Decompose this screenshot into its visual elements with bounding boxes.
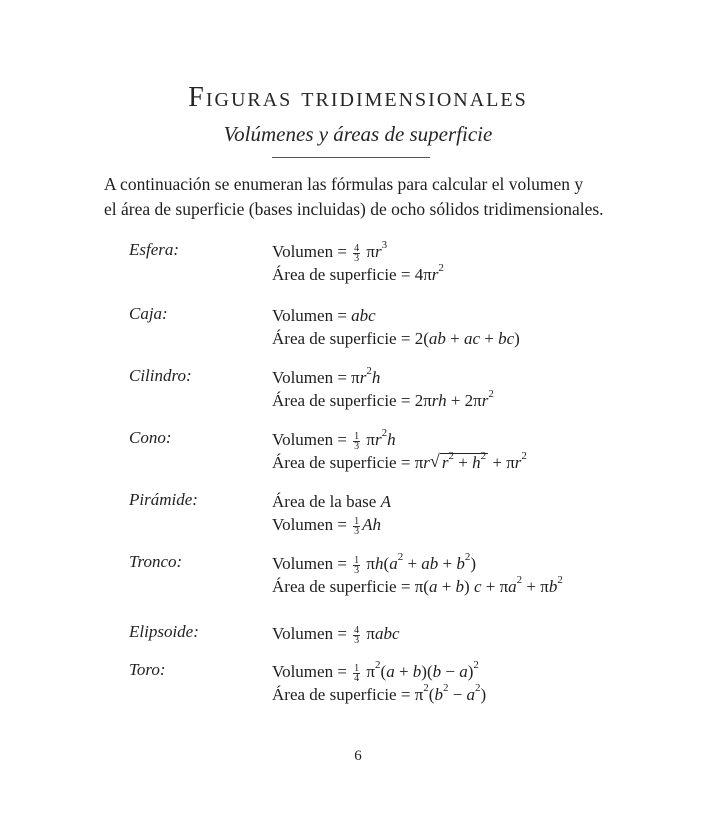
page-subtitle: Volúmenes y áreas de superficie <box>223 122 493 146</box>
solid-name: Pirámide: <box>129 490 198 509</box>
formula-block <box>272 660 486 706</box>
volume-formula: Volumen = $\frac{4}{3}$ πabc <box>272 624 400 646</box>
solid-name: Caja: <box>129 304 168 323</box>
solid-name: Tronco: <box>129 552 183 571</box>
area-formula: Área de superficie = $4\pi r^2$ <box>272 262 444 284</box>
volume-formula: Volumen = abc <box>272 306 376 325</box>
solid-name: Cono: <box>129 428 172 447</box>
volume-formula: Volumen = $\pi r^2h$ <box>272 365 381 387</box>
volume-formula: Volumen = $\frac{1}{3}$ $\pi r^2h$ <box>272 427 396 452</box>
solid-name: Toro: <box>129 660 166 679</box>
formula-block <box>272 304 520 350</box>
solid-name: Elipsoide: <box>129 622 199 641</box>
page-number: 6 <box>354 748 362 764</box>
formula-block <box>272 622 400 645</box>
base-area-formula: Área de la base A <box>272 492 391 511</box>
area-formula: Área de superficie = $\pi^2(b^2 - a^2)$ <box>272 682 487 704</box>
volume-formula: Volumen = $\frac{1}{3}$ Ah <box>272 515 382 537</box>
formula-block <box>272 240 444 286</box>
square-root: √ $r^2 + h^2$ <box>429 450 487 472</box>
formula-block <box>272 428 527 474</box>
volume-formula: Volumen = $\frac{1}{4}$ $\pi^2(a + b)(b - a)^2$ <box>272 659 479 684</box>
volume-formula: Volumen = $\frac{4}{3}$ $\pi r^3$ <box>272 239 388 264</box>
formula-block <box>272 490 391 536</box>
intro-line: el área de superficie (bases incluidas) de ocho sólidos tridimensionales. <box>104 199 604 219</box>
area-formula: Área de superficie = πr √ $r^2 + h^2 + \pi r^2$ <box>272 450 527 472</box>
solid-name: Esfera: <box>129 240 180 259</box>
area-formula: Área de superficie = π(a + b) $c + \pi a^2 + \pi b^2$ <box>272 574 563 596</box>
intro-paragraph <box>104 172 624 222</box>
divider <box>272 157 430 158</box>
page-title: Figuras tridimensionales <box>188 82 528 113</box>
formula-block <box>272 552 563 598</box>
intro-line: A continuación se enumeran las fórmulas para calcular el volumen y <box>104 174 584 194</box>
area-formula: Área de superficie = $2\pi rh + 2\pi r^2$ <box>272 388 494 410</box>
formula-block <box>272 366 494 412</box>
solid-name: Cilindro: <box>129 366 192 385</box>
area-formula: Área de superficie = 2(ab + ac + bc) <box>272 329 520 348</box>
volume-formula: Volumen = $\frac{1}{3}$ $\pi h(a^2$ + ab + $b^2$) <box>272 551 477 576</box>
